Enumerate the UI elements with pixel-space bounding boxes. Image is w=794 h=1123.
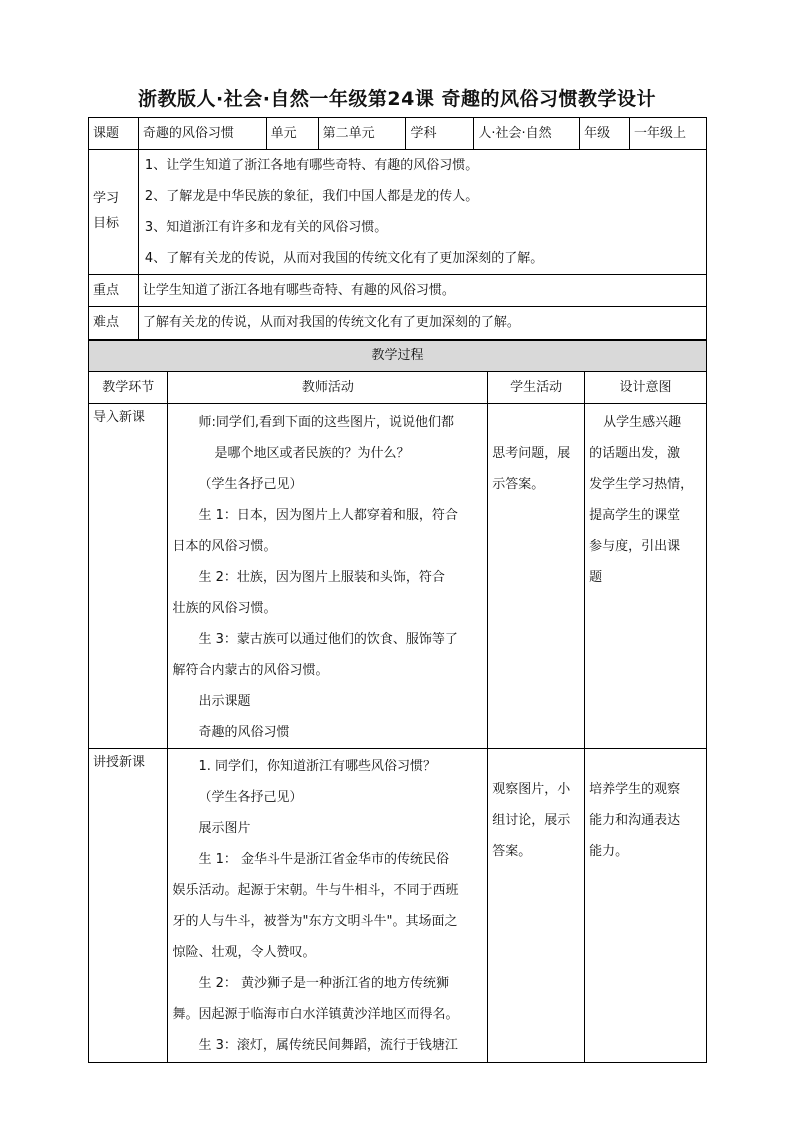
teacher-line: （学生各抒己见） (198, 477, 303, 492)
goal-item-1: 1、让学生知道了浙江各地有哪些奇特、有趣的风俗习惯。 (144, 158, 479, 173)
design-intent (585, 749, 707, 1063)
teacher-line: 奇趣的风俗习惯 (198, 725, 290, 740)
student-line: 观察图片，小 (492, 782, 571, 797)
goals-list (138, 150, 706, 275)
topic-value: 奇趣的风俗习惯 (138, 118, 266, 150)
section-row-new-lesson (89, 749, 707, 1063)
student-activity (488, 749, 585, 1063)
section-row-intro (89, 404, 707, 749)
goal-item-4: 4、了解有关龙的传说，从而对我国的传统文化有了更加深刻的了解。 (144, 251, 544, 266)
focus-row (89, 275, 707, 307)
goals-label (89, 150, 139, 275)
teacher-line: 出示课题 (198, 694, 251, 709)
goal-item-3: 3、知道浙江有许多和龙有关的风俗习惯。 (144, 220, 388, 235)
column-header-stage: 教学环节 (89, 372, 168, 404)
student-line: 示答案。 (492, 477, 545, 492)
intent-line: 的话题出发，激 (589, 446, 681, 461)
intent-line: 培养学生的观察 (589, 782, 681, 797)
section-name: 导入新课 (89, 404, 168, 749)
document-title: 浙教版人·社会·自然一年级第24课 奇趣的风俗习惯教学设计 (138, 88, 656, 110)
teacher-line: 生 1：日本，因为图片上人都穿着和服，符合 (198, 508, 458, 523)
teacher-line: 生 2：壮族，因为图片上服装和头饰，符合 (198, 570, 445, 585)
goal-item-2: 2、了解龙是中华民族的象征，我们中国人都是龙的传人。 (144, 189, 479, 204)
teacher-line: 是哪个地区或者民族的？为什么？ (214, 446, 410, 461)
focus-label: 重点 (89, 275, 139, 307)
teacher-line: 1. 同学们，你知道浙江有哪些风俗习惯？ (198, 759, 437, 774)
process-header-row (89, 341, 707, 372)
teacher-activity (168, 404, 488, 749)
process-table (88, 340, 707, 1063)
student-line: 组讨论，展示 (492, 813, 571, 828)
teacher-line: 生 2： 黄沙狮子是一种浙江省的地方传统狮 (198, 976, 450, 991)
difficulty-label: 难点 (89, 307, 139, 340)
teacher-line: 解符合内蒙古的风俗习惯。 (172, 663, 329, 678)
intent-line: 发学生学习热情， (589, 477, 694, 492)
focus-text: 让学生知道了浙江各地有哪些奇特、有趣的风俗习惯。 (138, 275, 706, 307)
teacher-line: 生 1： 金华斗牛是浙江省金华市的传统民俗 (198, 852, 450, 867)
intent-line: 能力和沟通表达 (589, 813, 681, 828)
teacher-line: 生 3：蒙古族可以通过他们的饮食、服饰等了 (198, 632, 458, 647)
column-header-row (89, 372, 707, 404)
intent-line: 参与度，引出课 (589, 539, 681, 554)
student-activity (488, 404, 585, 749)
subject-label: 学科 (406, 118, 474, 150)
section-name: 讲授新课 (89, 749, 168, 1063)
teacher-line: 展示图片 (198, 821, 251, 836)
unit-value: 第二单元 (318, 118, 406, 150)
column-header-student: 学生活动 (488, 372, 585, 404)
difficulty-text: 了解有关龙的传说，从而对我国的传统文化有了更加深刻的了解。 (138, 307, 706, 340)
difficulty-row (89, 307, 707, 340)
teacher-line: 师:同学们,看到下面的这些图片，说说他们都 (198, 415, 454, 430)
grade-label: 年级 (580, 118, 630, 150)
grade-value: 一年级上 (630, 118, 707, 150)
student-line: 思考问题，展 (492, 446, 571, 461)
teacher-activity (168, 749, 488, 1063)
process-header: 教学过程 (89, 341, 707, 372)
intent-line: 提高学生的课堂 (589, 508, 681, 523)
topic-label: 课题 (89, 118, 139, 150)
student-line: 答案。 (492, 844, 532, 859)
goals-label-line1: 学习 (93, 191, 120, 207)
intent-line: 从学生感兴趣 (603, 415, 682, 430)
intent-line: 题 (589, 570, 603, 585)
teacher-line: 日本的风俗习惯。 (172, 539, 277, 554)
goals-label-line2: 目标 (93, 216, 120, 231)
design-intent (585, 404, 707, 749)
teacher-line: （学生各抒己见） (198, 790, 303, 805)
unit-label: 单元 (266, 118, 318, 150)
info-table (88, 117, 707, 340)
intent-line: 能力。 (589, 844, 629, 859)
teacher-line: 舞。因起源于临海市白水洋镇黄沙洋地区而得名。 (172, 1007, 459, 1022)
column-header-intent: 设计意图 (585, 372, 707, 404)
teacher-line: 惊险、壮观，令人赞叹。 (172, 945, 316, 960)
info-row (89, 118, 707, 150)
goals-row (89, 150, 707, 275)
teacher-line: 壮族的风俗习惯。 (172, 601, 277, 616)
subject-value: 人·社会·自然 (474, 118, 580, 150)
teacher-line: 生 3：滚灯，属传统民间舞蹈，流行于钱塘江 (198, 1038, 458, 1053)
teacher-line: 娱乐活动。起源于宋朝。牛与牛相斗，不同于西班 (172, 883, 459, 898)
column-header-teacher: 教师活动 (168, 372, 488, 404)
teacher-line: 牙的人与牛斗，被誉为"东方文明斗牛"。其场面之 (172, 914, 458, 929)
